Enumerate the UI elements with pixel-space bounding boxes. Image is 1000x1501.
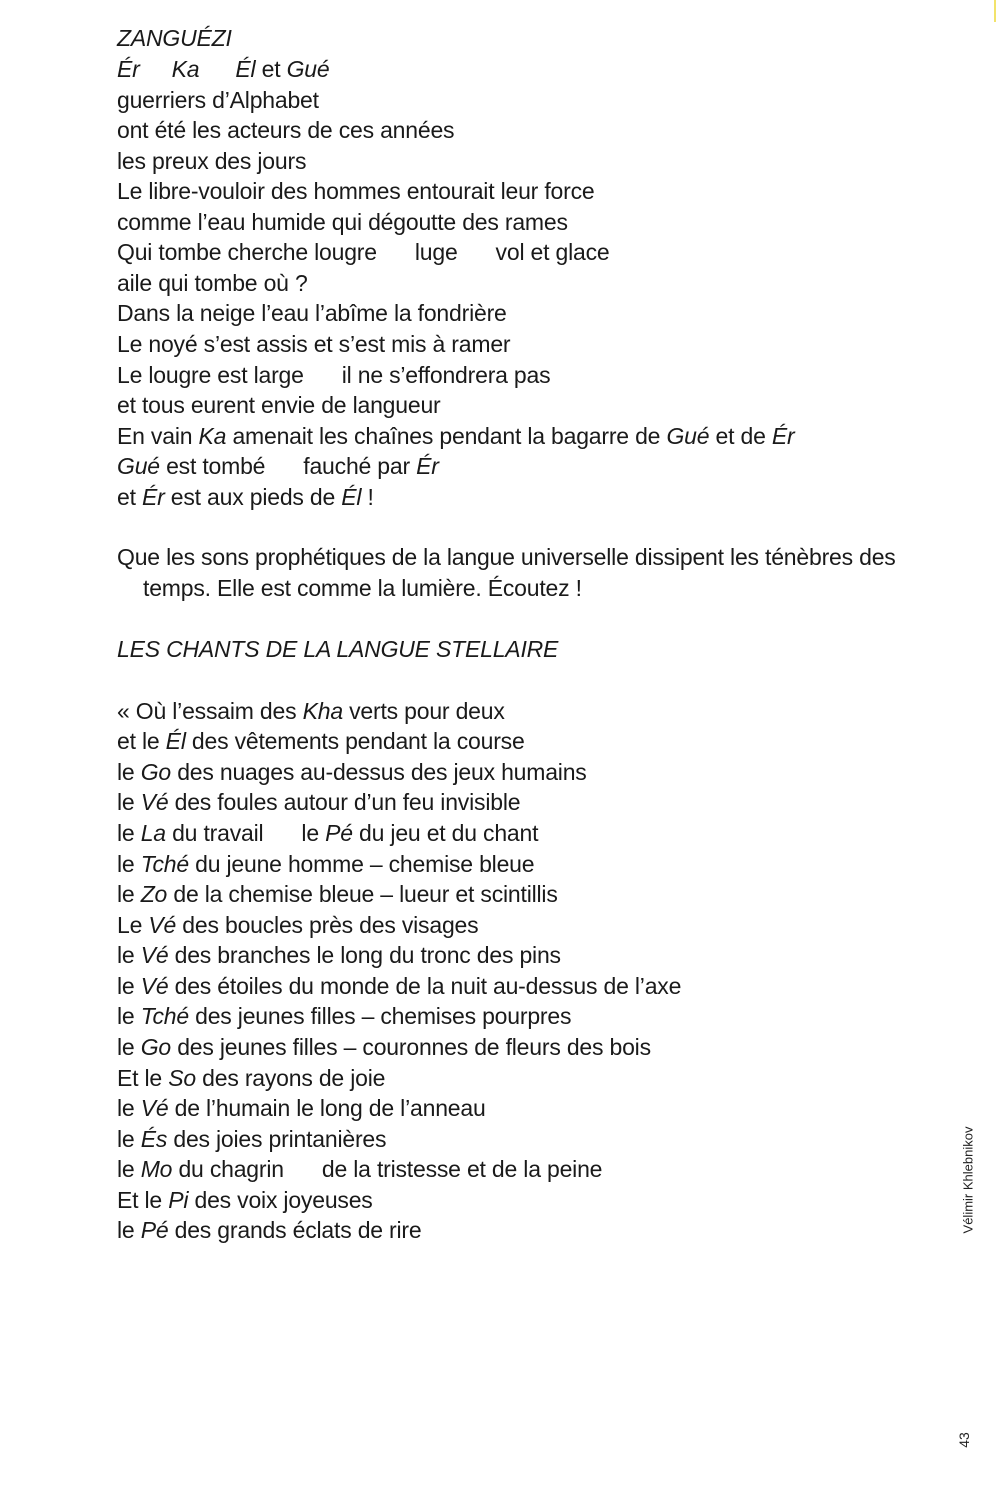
poem-line: les preux des jours xyxy=(117,148,307,174)
poem-line xyxy=(117,726,525,757)
line-text: le xyxy=(117,973,141,999)
line-text: des jeunes filles – couronnes de fleurs des bois xyxy=(171,1034,651,1060)
prose-paragraph xyxy=(117,542,907,604)
line-text: ! xyxy=(361,484,374,510)
poem-line xyxy=(117,237,610,268)
line-text: du jeune homme – chemise bleue xyxy=(188,851,535,877)
page-edge-mark xyxy=(994,0,996,22)
line-text: « Où l’essaim des xyxy=(117,698,303,724)
letter-name: Gué xyxy=(666,423,710,449)
poem-line xyxy=(117,1093,486,1124)
line-text: de la tristesse et de la peine xyxy=(321,1156,603,1182)
line-text: luge xyxy=(414,239,458,265)
poem-line xyxy=(117,1215,421,1246)
line-text: des étoiles du monde de la nuit au-dessus de l’axe xyxy=(168,973,682,999)
line-text: le xyxy=(117,820,141,846)
line-text: Le lougre est large xyxy=(117,362,304,388)
poem-line: et tous eurent envie de langueur xyxy=(117,392,441,418)
line-text: vol et glace xyxy=(495,239,610,265)
letter-name: Vé xyxy=(140,973,169,999)
line-text: et de xyxy=(709,423,772,449)
line-text: verts pour deux xyxy=(342,698,505,724)
poem-line: Dans la neige l’eau l’abîme la fondrière xyxy=(117,300,507,326)
letter-name: So xyxy=(168,1065,196,1091)
line-text: il ne s’effondrera pas xyxy=(341,362,551,388)
author-running-head: Vélimir Khlebnikov xyxy=(960,1126,976,1234)
letter-name: Gué xyxy=(286,56,330,82)
line-text: le xyxy=(117,1095,141,1121)
line-text: le xyxy=(117,1217,141,1243)
line-text: Qui tombe cherche lougre xyxy=(117,239,377,265)
letter-name: Mo xyxy=(140,1156,173,1182)
poem-line: Le libre-vouloir des hommes entourait leur force xyxy=(117,178,595,204)
line-text: des branches le long du tronc des pins xyxy=(168,942,561,968)
letter-name: Vé xyxy=(140,789,169,815)
poem-line xyxy=(117,1001,571,1032)
poem-line: comme l’eau humide qui dégoutte des rames xyxy=(117,209,568,235)
letter-name: Él xyxy=(341,484,362,510)
letter-name: Tché xyxy=(140,851,189,877)
letter-name: Zo xyxy=(140,881,168,907)
poem-line xyxy=(117,1032,651,1063)
poem-line xyxy=(117,1124,386,1155)
line-text: des boucles près des visages xyxy=(176,912,479,938)
line-text: des grands éclats de rire xyxy=(168,1217,422,1243)
letter-name: Go xyxy=(140,759,171,785)
letter-name: Ér xyxy=(117,56,140,82)
poem-line xyxy=(117,940,561,971)
line-text: des voix joyeuses xyxy=(188,1187,373,1213)
letter-name: Él xyxy=(235,56,256,82)
line-text: le xyxy=(117,1034,141,1060)
poem-line: guerriers d’Alphabet xyxy=(117,87,319,113)
line-text: fauché par xyxy=(303,453,417,479)
poem-line xyxy=(117,421,795,452)
poem-line: aile qui tombe où ? xyxy=(117,270,308,296)
line-text: et xyxy=(117,484,142,510)
line-text: Et le xyxy=(117,1065,169,1091)
line-text: le xyxy=(117,1156,141,1182)
poem-line xyxy=(117,787,520,818)
letter-name: Go xyxy=(140,1034,171,1060)
line-text: du chagrin xyxy=(172,1156,284,1182)
letter-name: Pi xyxy=(168,1187,189,1213)
letter-name: Tché xyxy=(140,1003,189,1029)
line-text: du travail xyxy=(165,820,264,846)
poem-line xyxy=(117,482,374,513)
letter-name: Pé xyxy=(140,1217,169,1243)
poem-line xyxy=(117,757,587,788)
poem-line xyxy=(117,879,558,910)
poem-line xyxy=(117,360,550,391)
line-text: est aux pieds de xyxy=(164,484,342,510)
line-text: des nuages au-dessus des jeux humains xyxy=(171,759,587,785)
line-text: le xyxy=(117,942,141,968)
letter-name: Ka xyxy=(171,56,200,82)
line-text: Et le xyxy=(117,1187,169,1213)
line-text: le xyxy=(301,820,326,846)
letter-name: Gué xyxy=(117,453,160,479)
poem-line: ont été les acteurs de ces années xyxy=(117,117,455,143)
line-text: le xyxy=(117,1126,141,1152)
line-text: Le xyxy=(117,912,149,938)
letter-name: És xyxy=(140,1126,168,1152)
line-text: est tombé xyxy=(159,453,266,479)
line-text: du jeu et du chant xyxy=(352,820,539,846)
poem-title: ZANGUÉZI xyxy=(117,25,232,51)
letter-name: Vé xyxy=(140,1095,169,1121)
line-text: le xyxy=(117,789,141,815)
line-text: de l’humain le long de l’anneau xyxy=(168,1095,486,1121)
line-text: des joies printanières xyxy=(167,1126,387,1152)
poem-line xyxy=(117,1185,373,1216)
letter-name: Él xyxy=(165,728,186,754)
line-text: des rayons de joie xyxy=(195,1065,386,1091)
line-text: le xyxy=(117,759,141,785)
line-text: En vain xyxy=(117,423,199,449)
poem-line xyxy=(117,696,505,727)
poem-line xyxy=(117,54,329,85)
line-text: de la chemise bleue – lueur et scintillis xyxy=(167,881,558,907)
prose-line: Que les sons prophétiques de la langue universelle dissipent les ténèbres des xyxy=(117,544,896,570)
section-heading: LES CHANTS DE LA LANGUE STELLAIRE xyxy=(117,636,559,662)
line-text: et xyxy=(255,56,287,82)
poem-line: Le noyé s’est assis et s’est mis à ramer xyxy=(117,331,511,357)
line-text: des vêtements pendant la course xyxy=(185,728,525,754)
line-text: des foules autour d’un feu invisible xyxy=(168,789,521,815)
line-text: le xyxy=(117,1003,141,1029)
poem-line xyxy=(117,1154,602,1185)
letter-name: Vé xyxy=(148,912,177,938)
line-text: des jeunes filles – chemises pourpres xyxy=(188,1003,572,1029)
letter-name: Ér xyxy=(416,453,439,479)
prose-line: temps. Elle est comme la lumière. Écoutez ! xyxy=(143,575,582,601)
letter-name: Ér xyxy=(771,423,795,449)
line-text: le xyxy=(117,881,141,907)
poem-line xyxy=(117,849,534,880)
poem-line xyxy=(117,451,439,482)
letter-name: Pé xyxy=(325,820,353,846)
letter-name: La xyxy=(140,820,166,846)
letter-name: Ér xyxy=(141,484,165,510)
letter-name: Ka xyxy=(198,423,227,449)
line-text: et le xyxy=(117,728,166,754)
line-text: le xyxy=(117,851,141,877)
poem-line xyxy=(117,971,681,1002)
line-text: amenait les chaînes pendant la bagarre de xyxy=(226,423,667,449)
page-number: 43 xyxy=(956,1432,972,1448)
poem-line xyxy=(117,1063,385,1094)
letter-name: Vé xyxy=(140,942,169,968)
poem-line xyxy=(117,910,478,941)
poem-line xyxy=(117,818,538,849)
letter-name: Kha xyxy=(302,698,343,724)
